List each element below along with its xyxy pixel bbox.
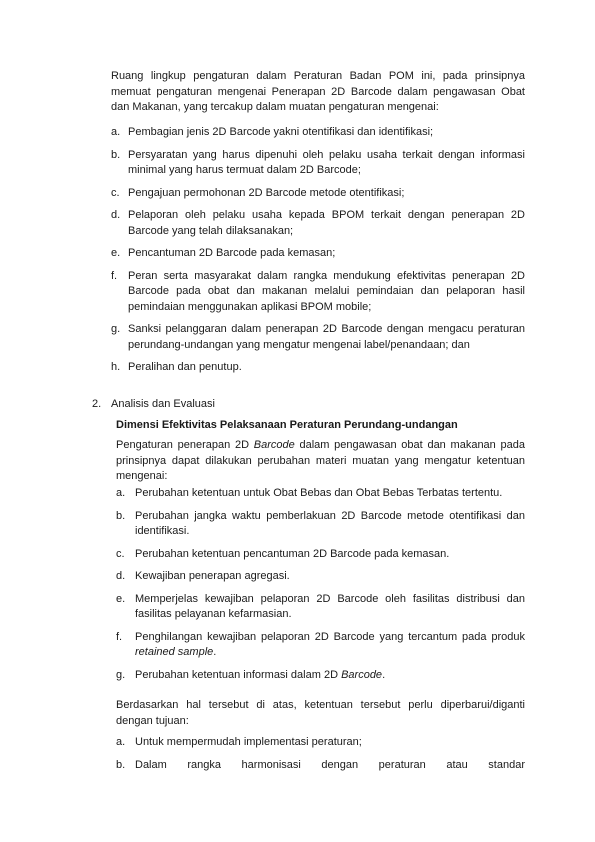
list-item bbox=[116, 547, 525, 563]
list-item-main: Perubahan jangka waktu pemberlakuan 2D Barcode metode otentifikasi dan identifikasi. bbox=[135, 509, 525, 537]
list-item bbox=[116, 569, 525, 585]
list-item-text bbox=[135, 547, 525, 563]
list-marker: d. bbox=[116, 570, 126, 582]
list-marker: e. bbox=[116, 592, 126, 605]
list-item-main: Perubahan ketentuan informasi dalam 2D bbox=[135, 668, 342, 681]
list-item-main: Untuk mempermudah implementasi peraturan; bbox=[135, 736, 362, 748]
list-item-text bbox=[128, 208, 525, 239]
list-item-text bbox=[128, 125, 525, 141]
list-item bbox=[111, 360, 525, 376]
list-item bbox=[111, 322, 525, 353]
conclusion-paragraph: Berdasarkan hal tersebut di atas, ketentuan tersebut perlu diperbarui/diganti dengan tujuan: bbox=[116, 699, 525, 727]
list-item-text bbox=[135, 569, 525, 585]
list-item-text bbox=[135, 509, 525, 540]
list-item-text bbox=[128, 360, 525, 376]
list-item-main: Pembagian jenis 2D Barcode yakni otentifikasi dan identifikasi; bbox=[128, 126, 434, 138]
section-title: Analisis dan Evaluasi bbox=[111, 398, 215, 410]
list-item-main: Pelaporan oleh pelaku usaha kepada BPOM terkait dengan penerapan 2D Barcode yang telah dilaksanakan; bbox=[128, 209, 525, 237]
list-item-main: Persyaratan yang harus dipenuhi oleh pelaku usaha terkait dengan informasi minimal yang harus termuat dalam 2D Barcode; bbox=[128, 148, 525, 176]
change-list bbox=[116, 486, 525, 683]
list-item bbox=[111, 269, 525, 316]
list-item bbox=[116, 630, 525, 661]
scope-list bbox=[111, 125, 525, 376]
list-item-text bbox=[128, 186, 525, 202]
list-item-text bbox=[135, 758, 525, 774]
list-item-text bbox=[128, 322, 525, 353]
list-marker: b. bbox=[111, 148, 121, 161]
section-number: 2. bbox=[92, 398, 102, 410]
list-item-main: Perubahan ketentuan pencantuman 2D Barcode pada kemasan. bbox=[135, 547, 450, 560]
list-item bbox=[116, 486, 525, 502]
list-item-text bbox=[135, 668, 525, 684]
list-marker: b. bbox=[116, 758, 126, 771]
list-marker: f. bbox=[111, 269, 118, 282]
list-marker: a. bbox=[116, 487, 126, 499]
list-item bbox=[116, 735, 525, 751]
list-item-text bbox=[135, 735, 525, 751]
list-item-tail: . bbox=[213, 646, 217, 658]
dimension-intro-before: Pengaturan penerapan 2D bbox=[116, 439, 254, 451]
list-marker: f. bbox=[116, 630, 123, 643]
list-item-main: Memperjelas kewajiban pelaporan 2D Barcode oleh fasilitas distribusi dan fasilitas pelayanan kefarmasian. bbox=[135, 592, 525, 620]
list-item bbox=[116, 758, 525, 774]
list-item-main: Dalam rangka harmonisasi dengan peraturan atau standar bbox=[135, 758, 525, 771]
list-item-italic: Barcode bbox=[341, 668, 383, 681]
goal-list bbox=[116, 735, 525, 773]
list-item bbox=[111, 246, 525, 262]
list-item-main: Pengajuan permohonan 2D Barcode metode otentifikasi; bbox=[128, 186, 405, 199]
list-marker: h. bbox=[111, 361, 121, 373]
list-marker: c. bbox=[116, 547, 125, 560]
list-item-main: Peran serta masyarakat dalam rangka mendukung efektivitas penerapan 2D Barcode pada obat dan makanan melalui pemindaian dan pelaporan hasil pemindaian menggunakan aplikasi BPOM mobile; bbox=[128, 269, 525, 313]
list-item-text bbox=[128, 148, 525, 179]
list-marker: g. bbox=[111, 323, 121, 335]
list-item-text bbox=[128, 246, 525, 262]
list-item-main: Perubahan ketentuan untuk Obat Bebas dan Obat Bebas Terbatas tertentu. bbox=[135, 487, 503, 499]
intro-paragraph: Ruang lingkup pengaturan dalam Peraturan Badan POM ini, pada prinsipnya memuat pengaturan mengenai Penerapan 2D Barcode dalam pengawasan Obat dan Makanan, yang tercakup dalam muatan pengaturan mengenai: bbox=[111, 70, 525, 113]
dimension-heading: Dimensi Efektivitas Pelaksanaan Peraturan Perundang-undangan bbox=[116, 419, 458, 431]
list-item bbox=[111, 125, 525, 141]
list-item bbox=[111, 186, 525, 202]
list-item-main: Kewajiban penerapan agregasi. bbox=[135, 570, 290, 582]
list-item-main: Peralihan dan penutup. bbox=[128, 361, 242, 373]
list-item-text bbox=[128, 269, 525, 316]
list-marker: c. bbox=[111, 186, 120, 199]
list-marker: d. bbox=[111, 209, 121, 221]
list-marker: a. bbox=[116, 736, 126, 748]
list-item bbox=[111, 208, 525, 239]
list-item-tail: . bbox=[382, 668, 386, 681]
dimension-intro-paragraph bbox=[116, 438, 525, 485]
list-item bbox=[111, 148, 525, 179]
list-item bbox=[116, 668, 525, 684]
list-item-main: Penghilangan kewajiban pelaporan 2D Barcode yang tercantum pada produk bbox=[135, 630, 525, 643]
list-item-main: Sanksi pelanggaran dalam penerapan 2D Barcode dengan mengacu peraturan perundang-undangan yang mengatur mengenai label/penandaan; dan bbox=[128, 323, 525, 351]
dimension-intro-italic: Barcode bbox=[253, 439, 295, 451]
list-item bbox=[116, 509, 525, 540]
list-marker: b. bbox=[116, 509, 126, 522]
section-2-heading bbox=[92, 397, 525, 413]
list-marker: a. bbox=[111, 126, 121, 138]
list-item-text bbox=[135, 630, 525, 661]
dimension-intro-after: dalam pengawasan obat dan makanan pada prinsipnya dapat dilakukan perubahan materi muatan yang mengatur ketentuan mengenai: bbox=[116, 439, 525, 482]
list-item-main: Pencantuman 2D Barcode pada kemasan; bbox=[128, 247, 336, 259]
list-item-italic: retained sample bbox=[135, 646, 214, 658]
list-marker: e. bbox=[111, 247, 121, 259]
list-marker: g. bbox=[116, 668, 126, 681]
list-item-text bbox=[135, 592, 525, 623]
list-item bbox=[116, 592, 525, 623]
list-item-text bbox=[135, 486, 525, 502]
